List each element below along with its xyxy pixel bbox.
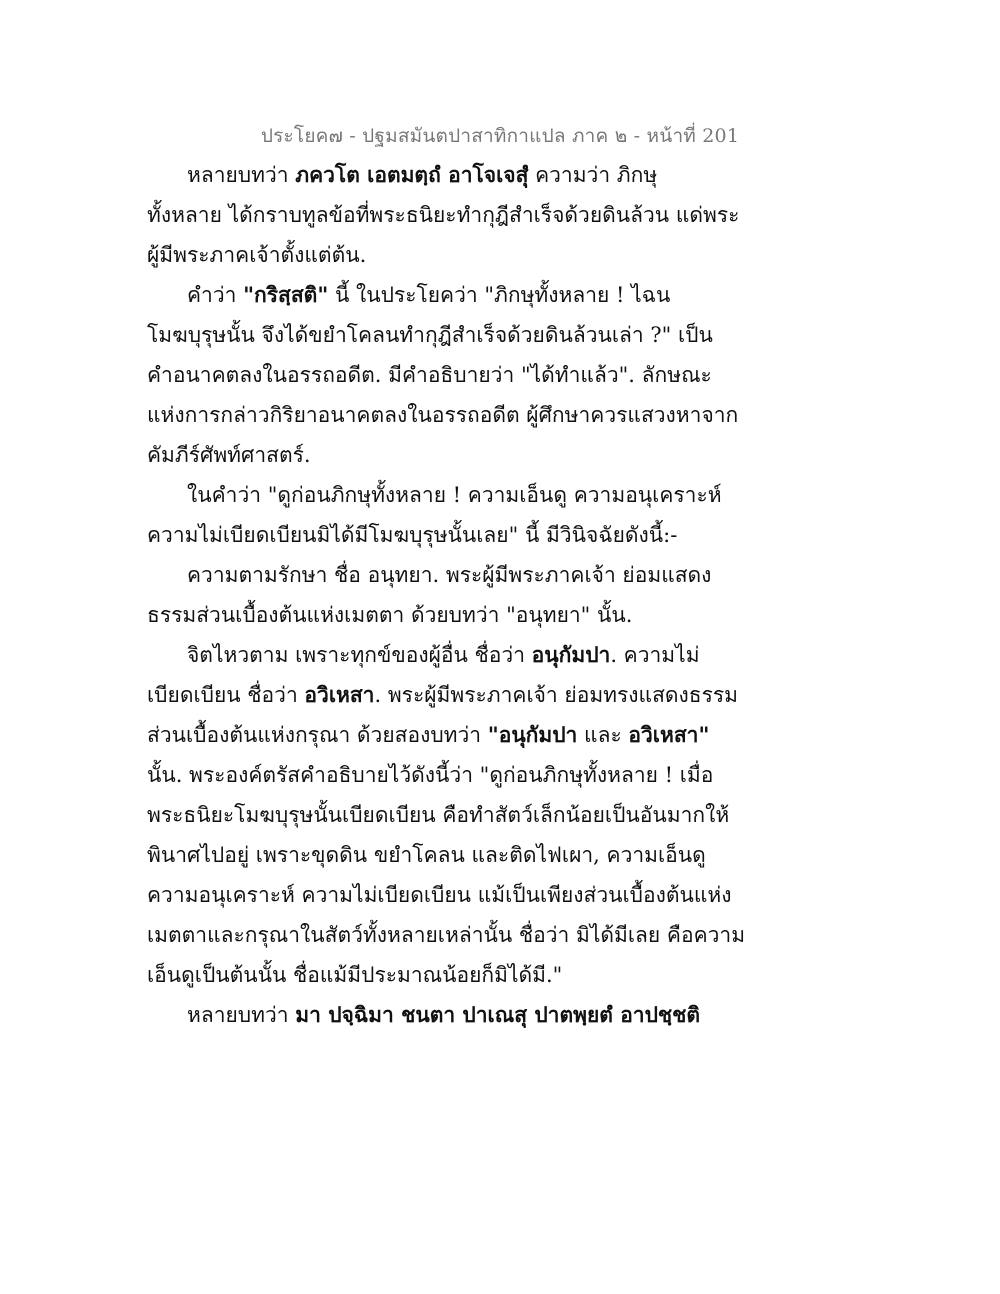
- text-line: [147, 435, 687, 475]
- text-line: [147, 315, 713, 355]
- text-segment: ผู้มีพระภาคเจ้าตั้งแต่ต้น.: [147, 243, 367, 267]
- text-segment: นั้น. พระองค์ตรัสคำอธิบายไว้ดังนี้ว่า "ดูก่อนภิกษุทั้งหลาย ! เมื่อ: [147, 763, 714, 787]
- text-line: [147, 155, 687, 195]
- text-line: [147, 195, 740, 235]
- text-segment: และ: [577, 723, 629, 747]
- text-segment: พินาศไปอยู่ เพราะขุดดิน ขยำโคลน และติดไฟเผา, ความเอ็นดู: [147, 843, 706, 867]
- text-segment: เมตตาและกรุณาในสัตว์ทั้งหลายเหล่านั้น ชื่อว่า มิได้มีเลย คือความ: [147, 923, 746, 947]
- text-line: [147, 395, 739, 435]
- text-segment: ความอนุเคราะห์ ความไม่เบียดเบียน แม้เป็นเพียงส่วนเบื้องต้นแห่ง: [147, 883, 732, 907]
- bold-term: อวิเหสา: [304, 682, 375, 707]
- text-line: [147, 675, 739, 715]
- text-line: [147, 595, 687, 635]
- text-line: [147, 635, 700, 675]
- text-line: [147, 875, 732, 915]
- text-segment: ธรรมส่วนเบื้องต้นแห่งเมตตา ด้วยบทว่า "อนุทยา" นั้น.: [147, 603, 633, 627]
- text-segment: ทั้งหลาย ได้กราบทูลข้อที่พระธนิยะทำกุฎีสำเร็จด้วยดินล้วน แด่พระ: [147, 203, 740, 227]
- text-line: [147, 235, 687, 275]
- text-segment: คำอนาคตลงในอรรถอดีต. มีคำอธิบายว่า "ได้ทำแล้ว". ลักษณะ: [147, 363, 712, 387]
- text-line: [147, 275, 687, 315]
- bold-term: อวิเหสา": [628, 722, 710, 747]
- text-segment: ส่วนเบื้องต้นแห่งกรุณา ด้วยสองบทว่า: [147, 723, 488, 747]
- page-header: ประโยค๗ - ปฐมสมันตปาสาทิกาแปล ภาค ๒ - หน้าที่ 201: [260, 125, 740, 147]
- text-segment: โมฆบุรุษนั้น จึงได้ขยำโคลนทำกุฎีสำเร็จด้วยดินล้วนเล่า ?" เป็น: [147, 323, 713, 347]
- text-segment: เอ็นดูเป็นต้นนั้น ชื่อแม้มีประมาณน้อยก็มิได้มี.": [147, 963, 563, 987]
- text-segment: ในคำว่า "ดูก่อนภิกษุทั้งหลาย ! ความเอ็นดู ความอนุเคราะห์: [187, 483, 722, 507]
- text-line: [147, 475, 722, 515]
- text-segment: ความไม่เบียดเบียนมิได้มีโมฆบุรุษนั้นเลย" นี้ มีวินิจฉัยดังนี้:-: [147, 523, 678, 547]
- body-text: [147, 155, 746, 1035]
- bold-term: ภควโต เอตมตฺถํ อาโจเจสุํ: [295, 162, 529, 187]
- text-segment: นี้ ในประโยคว่า "ภิกษุทั้งหลาย ! ไฉน: [328, 283, 671, 307]
- bold-term: "กริสฺสติ": [243, 282, 329, 307]
- text-segment: แห่งการกล่าวกิริยาอนาคตลงในอรรถอดีต ผู้ศึกษาควรแสวงหาจาก: [147, 403, 739, 427]
- text-line: [147, 835, 706, 875]
- text-line: [147, 955, 687, 995]
- text-line: [147, 795, 730, 835]
- text-line: [147, 355, 712, 395]
- text-segment: หลายบทว่า: [187, 163, 296, 187]
- text-segment: จิตไหวตาม เพราะทุกข์ของผู้อื่น ชื่อว่า: [187, 643, 532, 667]
- text-segment: . พระผู้มีพระภาคเจ้า ย่อมทรงแสดงธรรม: [374, 683, 739, 707]
- text-segment: ความว่า ภิกษุ: [528, 163, 658, 187]
- text-segment: ความตามรักษา ชื่อ อนุทยา. พระผู้มีพระภาคเจ้า ย่อมแสดง: [187, 563, 712, 587]
- text-line: [147, 555, 712, 595]
- text-line: [147, 715, 710, 755]
- bold-term: มา ปจฺฉิมา ชนตา ปาเณสุ ปาตพฺยตํ อาปชฺชติ: [295, 1002, 701, 1027]
- text-segment: เบียดเบียน ชื่อว่า: [147, 683, 305, 707]
- text-line: [147, 755, 714, 795]
- text-segment: . ความไม่: [610, 643, 700, 667]
- text-line: [147, 995, 701, 1035]
- text-segment: คำว่า: [187, 283, 244, 307]
- text-line: [147, 515, 687, 555]
- text-segment: คัมภีร์ศัพท์ศาสตร์.: [147, 443, 311, 467]
- text-segment: พระธนิยะโมฆบุรุษนั้นเบียดเบียน คือทำสัตว์เล็กน้อยเป็นอันมากให้: [147, 803, 730, 827]
- text-line: [147, 915, 746, 955]
- bold-term: "อนุกัมปา: [487, 722, 578, 747]
- bold-term: อนุกัมปา: [531, 642, 611, 667]
- text-segment: หลายบทว่า: [187, 1003, 296, 1027]
